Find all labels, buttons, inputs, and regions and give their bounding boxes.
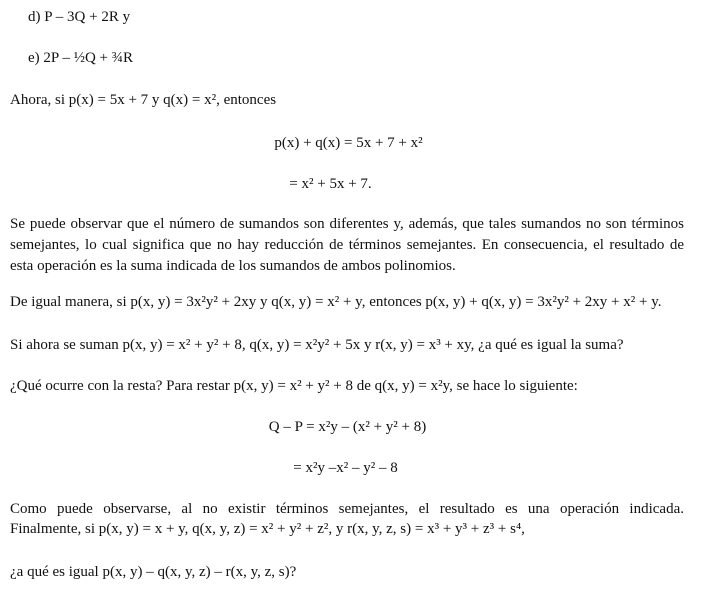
paragraph-finalmente: Finalmente, si p(x, y) = x + y, q(x, y, z) = x² + y² + z², y r(x, y, z, s) = x³ + y³ + z³ + s⁴, <box>10 521 525 537</box>
equation-resta-2-text: = x²y –x² – y² – 8 <box>293 460 398 476</box>
paragraph-observar: Se puede observar que el número de sumandos son diferentes y, además, que tales sumandos no son términos semejantes, lo cual significa que no hay reducción de términos semejantes. En consecuencia, el resultado de esta operación es la suma indicada de los sumandos de ambos polinomios. <box>10 216 684 274</box>
equation-sum-1 <box>0 133 701 153</box>
equation-resta-1-text: Q – P = x²y – (x² + y² + 8) <box>268 419 427 435</box>
exercise-item-d: d) P – 3Q + 2R y <box>28 9 131 25</box>
final-question: ¿a qué es igual p(x, y) – q(x, y, z) – r(x, y, z, s)? <box>10 564 297 580</box>
equation-sum-1-text: p(x) + q(x) = 5x + 7 + x² <box>274 135 423 151</box>
equation-resta-2 <box>0 458 701 478</box>
exercise-item-e: e) 2P – ½Q + ¾R <box>28 50 133 66</box>
equation-resta-1 <box>0 417 701 437</box>
equation-sum-2-text: = x² + 5x + 7. <box>289 176 372 192</box>
paragraph-resta: ¿Qué ocurre con la resta? Para restar p(x, y) = x² + y² + 8 de q(x, y) = x²y, se hace lo siguiente: <box>10 378 578 394</box>
intro-line: Ahora, si p(x) = 5x + 7 y q(x) = x², entonces <box>10 92 277 108</box>
equation-sum-2 <box>0 174 701 194</box>
paragraph-como: Como puede observarse, al no existir términos semejantes, el resultado es una operación indicada. <box>10 501 684 517</box>
paragraph-si-ahora: Si ahora se suman p(x, y) = x² + y² + 8, q(x, y) = x²y² + 5x y r(x, y) = x³ + xy, ¿a qué es igual la suma? <box>10 337 624 353</box>
paragraph-igual-manera: De igual manera, si p(x, y) = 3x²y² + 2xy y q(x, y) = x² + y, entonces p(x, y) + q(x, y) = 3x²y² + 2xy + x² + y. <box>10 294 662 310</box>
